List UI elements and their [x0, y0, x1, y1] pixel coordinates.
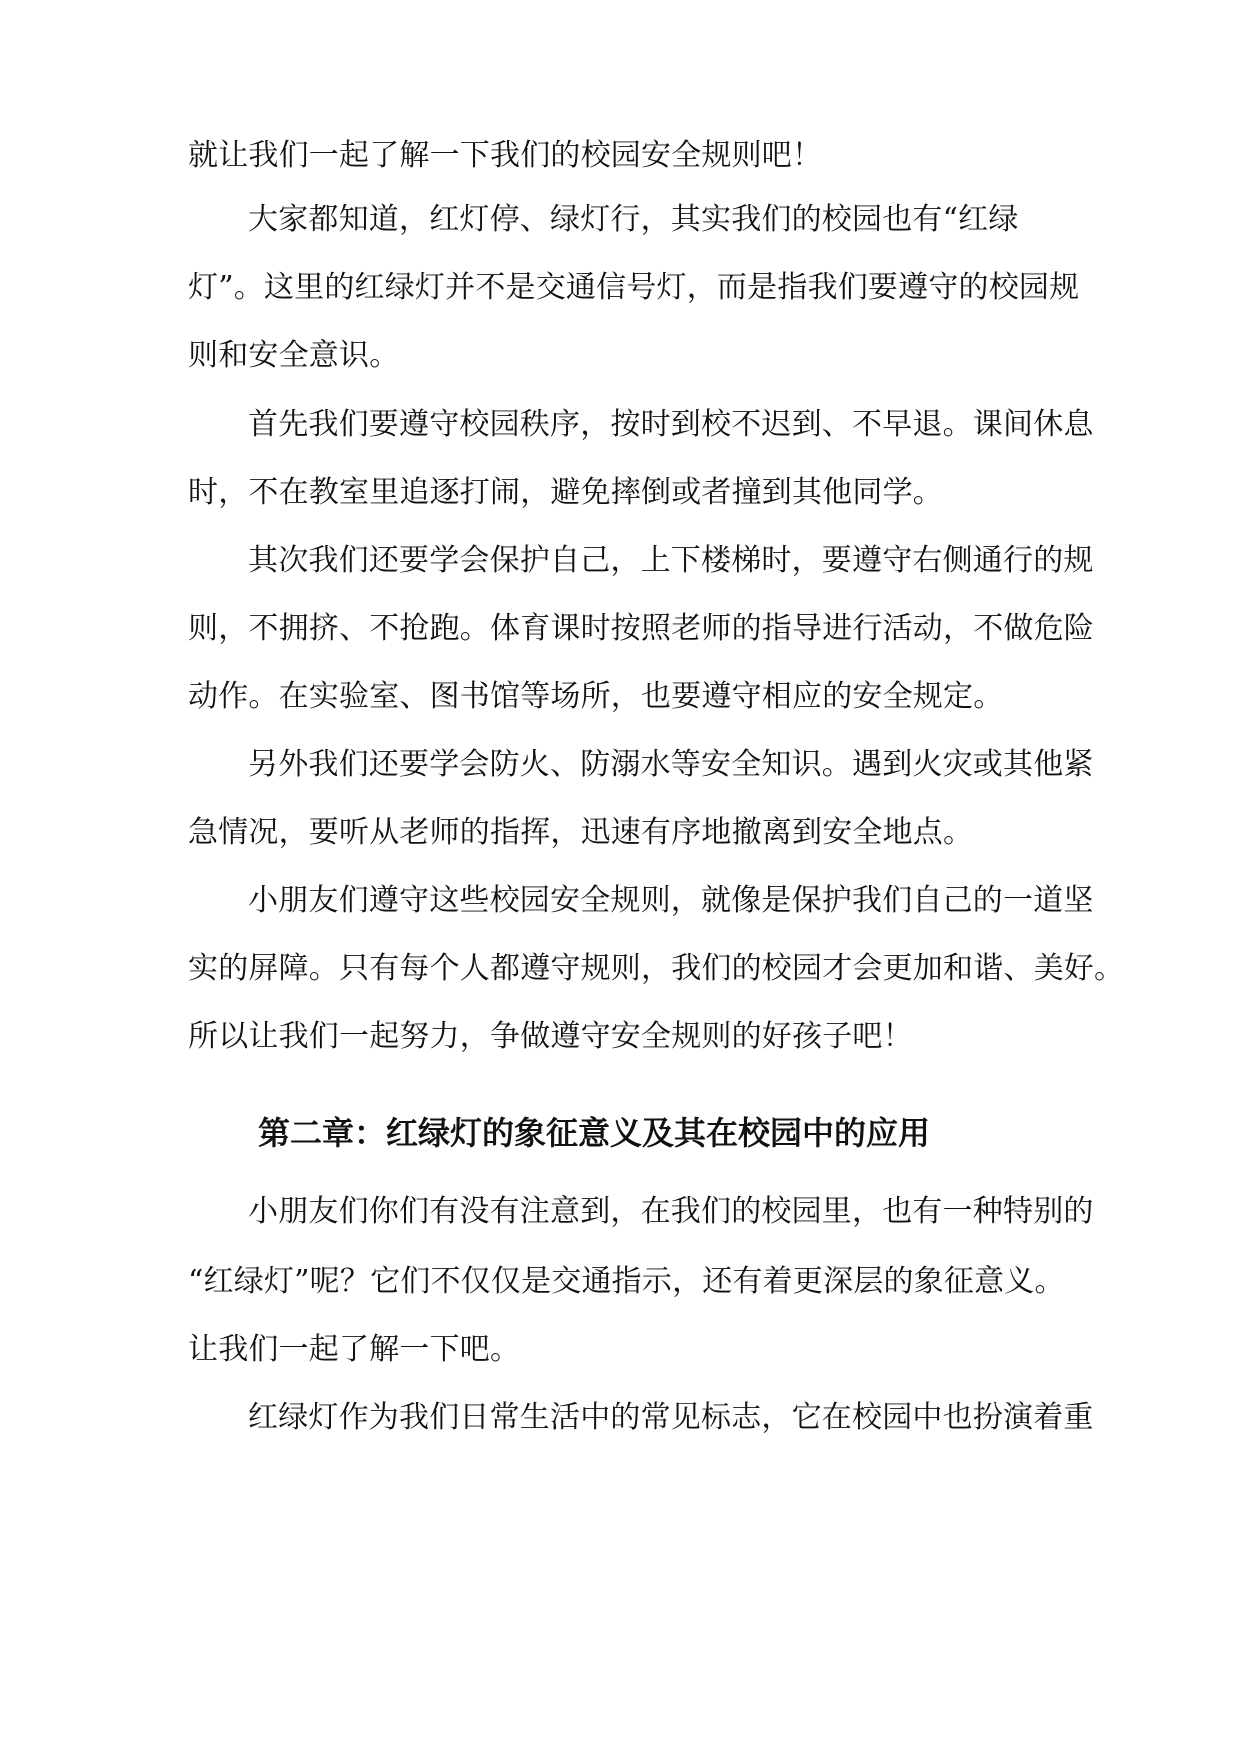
text-line: 时，不在教室里追逐打闹，避免摔倒或者撞到其他同学。 — [188, 475, 943, 510]
text-line: 另外我们还要学会防火、防溺水等安全知识。遇到火灾或其他紧 — [248, 747, 1094, 782]
text-line: 就让我们一起了解一下我们的校园安全规则吧！ — [188, 138, 823, 173]
text-line: 红绿灯作为我们日常生活中的常见标志，它在校园中也扮演着重 — [248, 1400, 1094, 1435]
text-line: 其次我们还要学会保护自己，上下楼梯时，要遵守右侧通行的规 — [248, 543, 1094, 578]
text-line: 让我们一起了解一下吧。 — [188, 1332, 521, 1367]
text-line: 所以让我们一起努力，争做遵守安全规则的好孩子吧！ — [188, 1019, 913, 1054]
text-line: 急情况，要听从老师的指挥，迅速有序地撤离到安全地点。 — [188, 815, 974, 850]
text-line: 则，不拥挤、不抢跑。体育课时按照老师的指导进行活动，不做危险 — [188, 611, 1094, 646]
text-line: 小朋友们你们有没有注意到，在我们的校园里，也有一种特别的 — [248, 1194, 1094, 1229]
text-line: 实的屏障。只有每个人都遵守规则，我们的校园才会更加和谐、美好。 — [188, 951, 1125, 986]
chapter-heading: 第二章：红绿灯的象征意义及其在校园中的应用 — [258, 1114, 931, 1152]
text-line: 首先我们要遵守校园秩序，按时到校不迟到、不早退。课间休息 — [248, 407, 1094, 442]
text-line: 灯”。这里的红绿灯并不是交通信号灯，而是指我们要遵守的校园规 — [188, 270, 1080, 305]
text-line: 则和安全意识。 — [188, 338, 400, 373]
text-line: 动作。在实验室、图书馆等场所，也要遵守相应的安全规定。 — [188, 679, 1004, 714]
text-line: 小朋友们遵守这些校园安全规则，就像是保护我们自己的一道坚 — [248, 883, 1094, 918]
text-line: “红绿灯”呢？它们不仅仅是交通指示，还有着更深层的象征意义。 — [188, 1264, 1065, 1299]
text-line: 大家都知道，红灯停、绿灯行，其实我们的校园也有“红绿 — [248, 202, 1019, 237]
